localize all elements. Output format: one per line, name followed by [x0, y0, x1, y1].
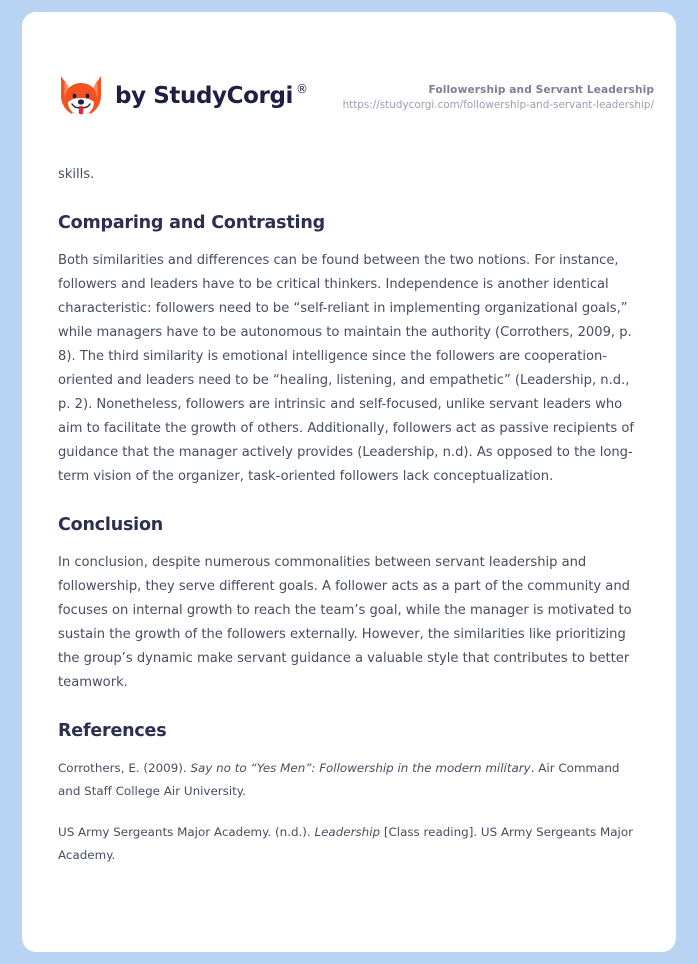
section-heading-conclusion: Conclusion: [58, 515, 164, 535]
brand-wordmark: [115, 81, 308, 109]
reference-suffix: . Air Command and Staff College Air University.: [58, 761, 620, 798]
reference-title: Leadership: [314, 825, 381, 839]
reference-prefix: US Army Sergeants Major Academy. (n.d.).: [58, 825, 315, 839]
corgi-logo-icon: [58, 74, 104, 118]
reference-prefix: Corrothers, E. (2009).: [58, 761, 191, 775]
reference-suffix: [Class reading]. US Army Sergeants Major Academy.: [58, 825, 634, 862]
document-page-card: [22, 12, 676, 952]
continued-paragraph: skills.: [58, 167, 95, 182]
document-body: [22, 163, 676, 867]
document-header: [22, 12, 676, 118]
reference-title: Say no to “Yes Men”: Followership in the modern military: [190, 761, 531, 775]
reference-entry: [58, 757, 640, 803]
section-paragraph-conclusion: In conclusion, despite numerous commonalities between servant leadership and followership, they serve different goals. A follower acts as a part of the community and focuses on internal growth to reach the team’s goal, while the manager is motivated to sustain the growth of the followers externally. However, the similarities like prioritizing the group’s dynamic make servant guidance a valuable style that contributes to better teamwork.: [58, 555, 632, 690]
brand-text: by StudyCorgi: [115, 82, 294, 109]
document-title: Followership and Servant Leadership: [428, 83, 654, 96]
registered-mark-icon: ®: [296, 81, 308, 96]
document-url[interactable]: https://studycorgi.com/followership-and-servant-leadership/: [342, 99, 654, 112]
section-heading-references: References: [58, 721, 167, 741]
section-heading-comparing: Comparing and Contrasting: [58, 213, 325, 233]
section-paragraph-comparing: Both similarities and differences can be found between the two notions. For instance, followers and leaders have to be critical thinkers. Independence is another identical characteristic: followers need to be “self-reliant in implementing organizational goals,” while managers have to be autonomous to maintain the authority (Corrothers, 2009, p. 8). The third similarity is emotional intelligence since the followers are cooperation-oriented and leaders need to be “healing, listening, and empathetic” (Leadership, n.d., p. 2). Nonetheless, followers are intrinsic and self-focused, unlike servant leaders who aim to facilitate the growth of others. Additionally, followers act as passive recipients of guidance that the manager actively provides (Leadership, n.d). As opposed to the long-term vision of the organizer, task-oriented followers lack conceptualization.: [58, 253, 634, 484]
reference-entry: [58, 821, 640, 867]
header-document-meta: [343, 79, 654, 113]
brand-lockup: [58, 74, 308, 118]
